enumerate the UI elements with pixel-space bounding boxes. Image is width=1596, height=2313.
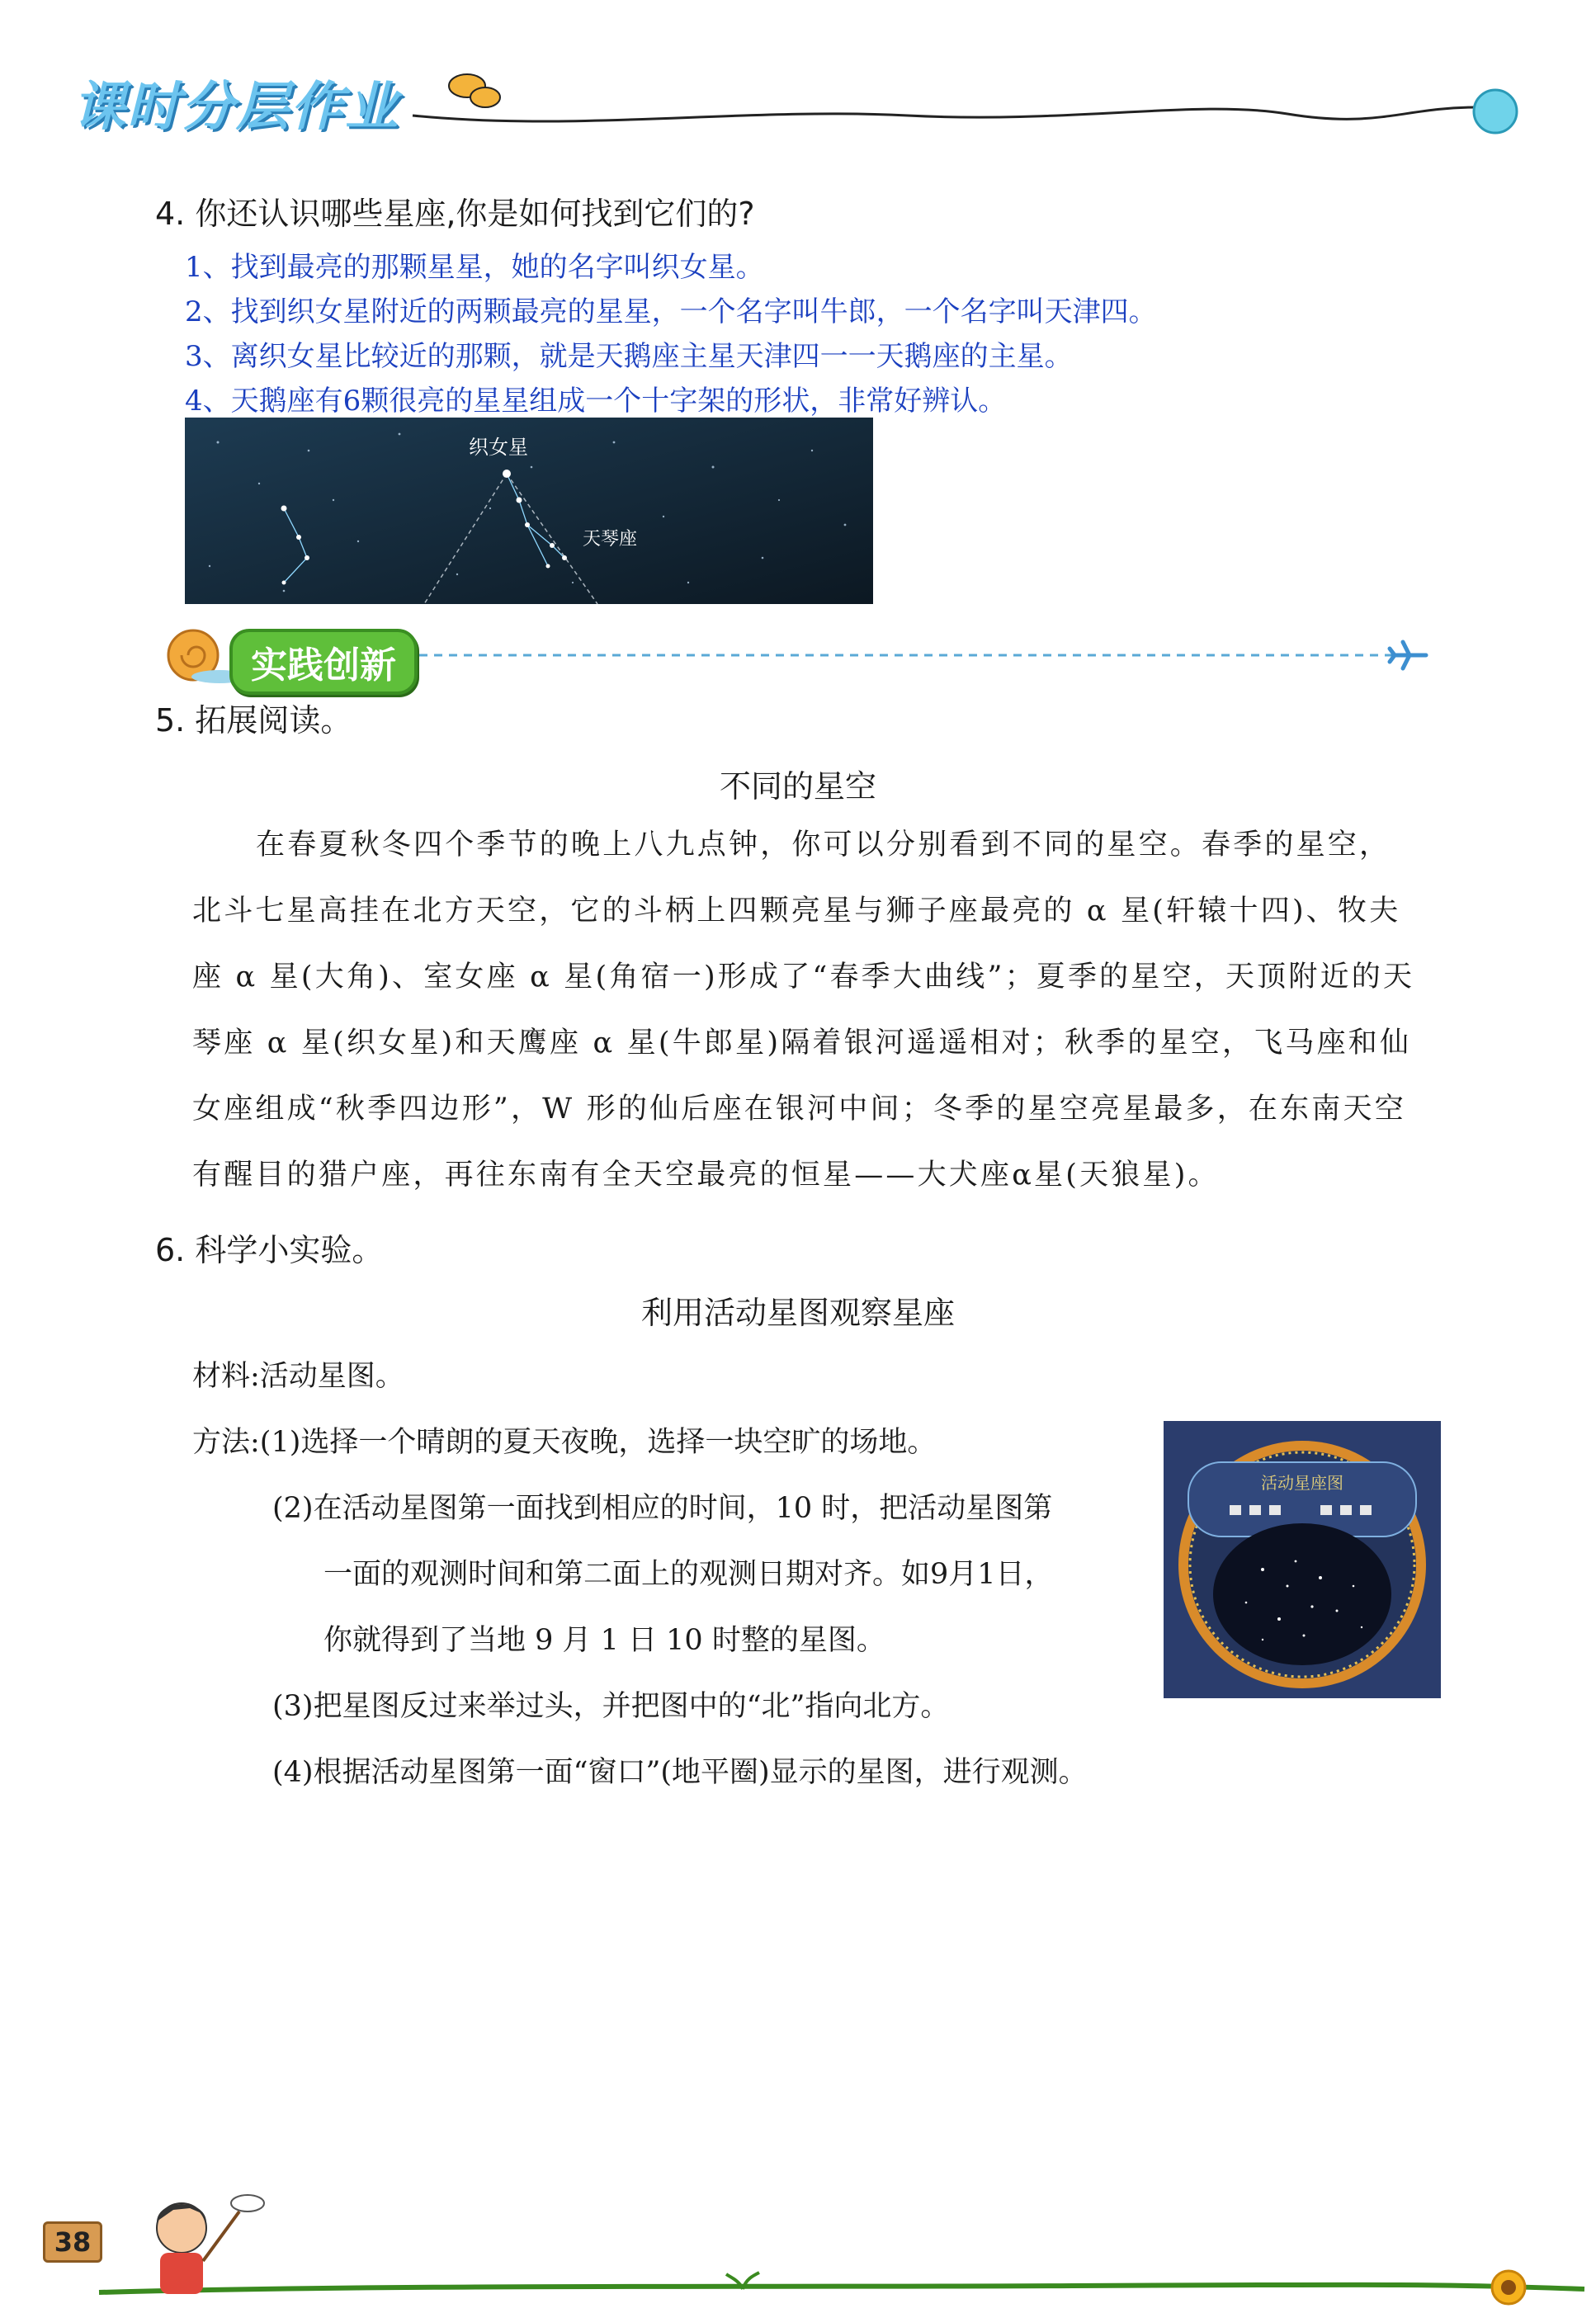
experiment-title: 利用活动星图观察星座: [640, 1295, 955, 1331]
answer-line: 3、离织女星比较近的那颗，就是天鹅座主星天津四一一天鹅座的主星。: [185, 340, 1073, 373]
article-line: 有醒目的猎户座，再往东南有全天空最亮的恒星——大犬座α星(天狼星)。: [192, 1159, 1220, 1192]
boy-character-icon: [157, 2195, 264, 2294]
article-line: 在春夏秋冬四个季节的晚上八九点钟，你可以分别看到不同的星空。春季的星空，: [256, 828, 1391, 861]
footer-decoration: [0, 2145, 1596, 2313]
planisphere-image: [1164, 1421, 1441, 1698]
materials: 材料:活动星图。: [192, 1360, 404, 1393]
butterfly-icon: [449, 74, 500, 107]
question-5: 5. 拓展阅读。: [155, 702, 352, 739]
article-line: 北斗七星高挂在北方天空，它的斗柄上四颗亮星与狮子座最亮的 α 星(轩辕十四)、牧夫: [192, 895, 1401, 928]
method-step: (3)把星图反过来举过头，并把图中的“北”指向北方。: [272, 1690, 950, 1723]
constellation-photo: [185, 418, 873, 604]
question-6: 6. 科学小实验。: [155, 1232, 384, 1268]
airplane-icon: [1390, 642, 1426, 668]
method-step: 你就得到了当地 9 月 1 日 10 时整的星图。: [323, 1624, 885, 1657]
header-title: 课时分层作业: [73, 77, 399, 138]
method-step: 方法:(1)选择一个晴朗的夏天夜晚，选择一块空旷的场地。: [192, 1426, 937, 1459]
lyra-label: 天琴座: [583, 528, 638, 549]
answer-line: 2、找到织女星附近的两颗最亮的星星，一个名字叫牛郎，一个名字叫天津四。: [185, 295, 1157, 328]
article-line: 座 α 星(大角)、室女座 α 星(角宿一)形成了“春季大曲线”；夏季的星空，天顶附近的天: [192, 961, 1415, 994]
method-step: (2)在活动星图第一面找到相应的时间，10 时，把活动星图第: [272, 1492, 1053, 1525]
question-4: 4. 你还认识哪些星座,你是如何找到它们的?: [155, 196, 755, 232]
method-step: 一面的观测时间和第二面上的观测日期对齐。如9月1日，: [323, 1558, 1054, 1591]
answer-line: 1、找到最亮的那颗星星，她的名字叫织女星。: [185, 251, 764, 284]
article-line: 琴座 α 星(织女星)和天鹰座 α 星(牛郎星)隔着银河遥遥相对；秋季的星空，飞马座和仙: [192, 1027, 1412, 1060]
sunflower-icon: [1492, 2271, 1525, 2304]
article-title: 不同的星空: [719, 768, 876, 805]
section-label: 实践创新: [229, 629, 418, 695]
method-step: (4)根据活动星图第一面“窗口”(地平圈)显示的星图，进行观测。: [272, 1756, 1088, 1789]
planisphere-label: 活动星座图: [1261, 1473, 1343, 1493]
answer-line: 4、天鹅座有6颗很亮的星星组成一个十字架的形状，非常好辨认。: [185, 385, 1007, 418]
article-line: 女座组成“秋季四边形”，W 形的仙后座在银河中间；冬季的星空亮星最多，在东南天空: [192, 1093, 1406, 1126]
page-number: 38: [43, 2221, 102, 2263]
vega-label: 织女星: [469, 437, 528, 459]
